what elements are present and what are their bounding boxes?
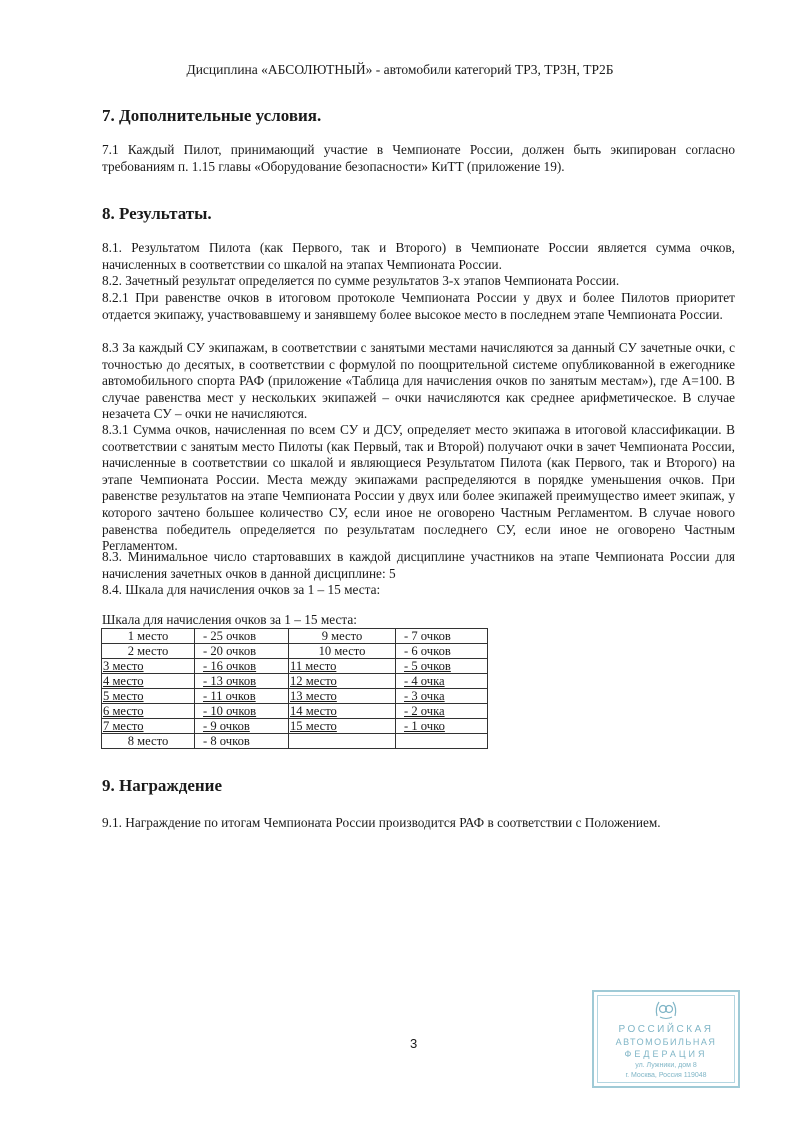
table-cell: - 2 очка xyxy=(396,704,488,719)
table-cell: - 8 очков xyxy=(195,734,289,749)
stamp-line-4: ул. Лужники, дом 8 xyxy=(635,1062,697,1069)
table-row xyxy=(102,659,488,674)
section-8-paragraph-7: 8.4. Шкала для начисления очков за 1 – 15 места: xyxy=(102,582,381,597)
table-cell: - 25 очков xyxy=(195,629,289,644)
table-cell: 11 место xyxy=(289,659,396,674)
table-cell: 2 место xyxy=(102,644,195,659)
table-cell: 10 место xyxy=(289,644,396,659)
table-cell: 15 место xyxy=(289,719,396,734)
stamp-line-2: АВТОМОБИЛЬНАЯ xyxy=(615,1037,717,1047)
section-8-paragraph-2: 8.2. Зачетный результат определяется по сумме результатов 3-х этапов Чемпионата России. xyxy=(102,273,620,288)
table-cell: 12 место xyxy=(289,674,396,689)
section-9-title: 9. Награждение xyxy=(102,776,223,795)
section-8-paragraph-5: 8.3.1 Сумма очков, начисленная по всем СУ и ДСУ, определяет место экипажа в итоговой классификации. В соответствии с занятым место Пилоты (как Первый, так и Второй) получают очки в зачет Чемпионата России, начисленные в соответствии со шкалой и являющиеся Результатом Пилота (как Первого, так и Второго) на этапе Чемпионата России. Места между экипажами распределяются в порядке уменьшения очков. При равенстве результатов на этапе Чемпионата России у двух или более экипажей преимущество имеет экипаж, у которого зачтено большее количество СУ, если иное не оговорено Частным Регламентом. В случае нового равенства победитель определяется по результатам последнего СУ, если иное не оговорено Частным Регламентом. xyxy=(102,422,735,554)
federation-stamp xyxy=(592,990,740,1088)
table-cell: 1 место xyxy=(102,629,195,644)
table-cell: - 5 очков xyxy=(396,659,488,674)
section-8-paragraph-4: 8.3 За каждый СУ экипажам, в соответствии с занятыми местами начисляются за данный СУ зачетные очки, с точностью до десятых, в соответствии с формулой по поощрительной системе опубликованной в ежегоднике автомобильного спорта РАФ (приложение «Таблица для начисления очков по занятым местам»), где А=100. В случае равенства мест у нескольких экипажей – очки начисляются как среднее арифметическое. В случае незачета СУ – очки не начисляются. xyxy=(102,340,735,422)
stamp-line-3: ФЕДЕРАЦИЯ xyxy=(624,1049,708,1059)
stamp-line-5: г. Москва, Россия 119048 xyxy=(625,1072,707,1079)
table-cell: 6 место xyxy=(102,704,195,719)
table-caption: Шкала для начисления очков за 1 – 15 места: xyxy=(102,612,357,627)
section-7-paragraph-1: 7.1 Каждый Пилот, принимающий участие в Чемпионате России, должен быть экипирован согласно требованиям п. 1.15 главы «Оборудование безопасности» КиТТ (приложение 19). xyxy=(102,142,735,174)
table-row xyxy=(102,719,488,734)
table-cell: - 4 очка xyxy=(396,674,488,689)
table-cell: 13 место xyxy=(289,689,396,704)
table-row xyxy=(102,644,488,659)
table-cell: - 11 очков xyxy=(195,689,289,704)
table-cell: - 1 очко xyxy=(396,719,488,734)
section-7-title: 7. Дополнительные условия. xyxy=(102,106,322,125)
page-number: 3 xyxy=(410,1036,418,1051)
table-cell: - 10 очков xyxy=(195,704,289,719)
table-cell: 4 место xyxy=(102,674,195,689)
table-cell: - 9 очков xyxy=(195,719,289,734)
section-8-title: 8. Результаты. xyxy=(102,204,212,223)
table-cell: - 6 очков xyxy=(396,644,488,659)
section-8-paragraph-1: 8.1. Результатом Пилота (как Первого, так и Второго) в Чемпионате России является сумма очков, начисленных в соответствии со шкалой на этапах Чемпионата России. xyxy=(102,240,735,272)
table-cell: 5 место xyxy=(102,689,195,704)
table-cell: - 13 очков xyxy=(195,674,289,689)
table-cell: - 3 очка xyxy=(396,689,488,704)
table-row xyxy=(102,674,488,689)
table-cell: 14 место xyxy=(289,704,396,719)
section-9-paragraph-1: 9.1. Награждение по итогам Чемпионата России производится РАФ в соответствии с Положением. xyxy=(102,815,661,830)
table-cell: - 16 очков xyxy=(195,659,289,674)
table-cell: - 20 очков xyxy=(195,644,289,659)
table-cell xyxy=(289,734,396,749)
table-cell xyxy=(396,734,488,749)
table-cell: 8 место xyxy=(102,734,195,749)
stamp-line-1: РОССИЙСКАЯ xyxy=(618,1024,714,1035)
table-cell: 7 место xyxy=(102,719,195,734)
table-cell: 9 место xyxy=(289,629,396,644)
emblem-icon xyxy=(654,998,678,1020)
page-header: Дисциплина «АБСОЛЮТНЫЙ» - автомобили категорий ТР3, ТР3Н, ТР2Б xyxy=(186,62,614,77)
points-table xyxy=(101,628,488,749)
section-8-paragraph-3: 8.2.1 При равенстве очков в итоговом протоколе Чемпионата России у двух и более Пилотов приоритет отдается экипажу, участвовавшему и занявшему более высокое место в последнем этапе Чемпионата России. xyxy=(102,290,735,322)
table-cell: 3 место xyxy=(102,659,195,674)
table-row xyxy=(102,704,488,719)
table-cell: - 7 очков xyxy=(396,629,488,644)
table-row xyxy=(102,734,488,749)
table-row xyxy=(102,629,488,644)
section-8-paragraph-6: 8.3. Минимальное число стартовавших в каждой дисциплине участников на этапе Чемпионата России для начисления зачетных очков в данной дисциплине: 5 xyxy=(102,549,735,581)
table-row xyxy=(102,689,488,704)
